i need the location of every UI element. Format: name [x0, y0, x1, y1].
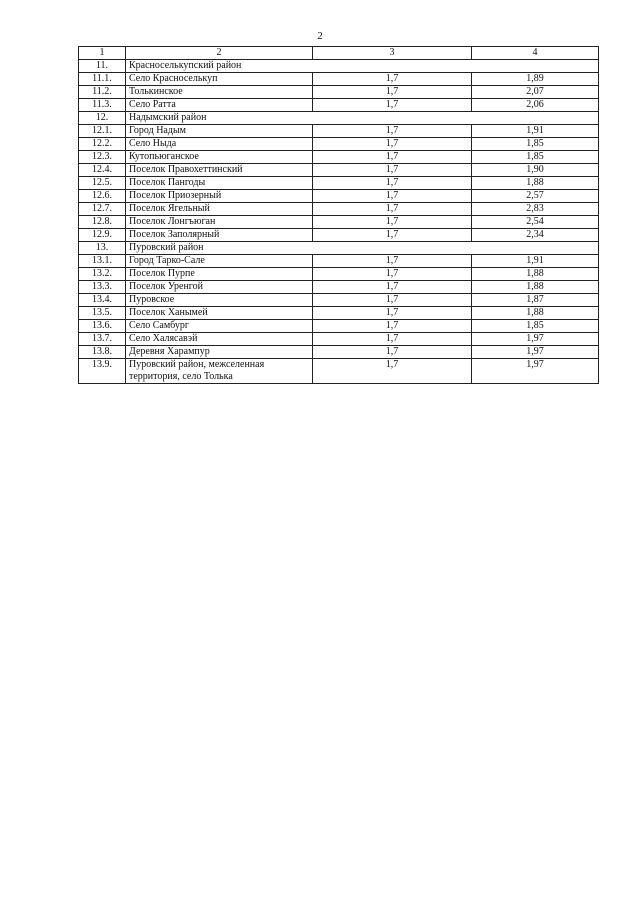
coefficient-col4-cell: 1,90: [472, 164, 599, 177]
table-row: [79, 359, 599, 384]
coefficient-col4-cell: 1,97: [472, 359, 599, 384]
coefficient-col3-cell: 1,7: [313, 86, 472, 99]
coefficient-col4-cell: 1,88: [472, 281, 599, 294]
table-row: [79, 333, 599, 346]
coefficient-col4-cell: 1,88: [472, 307, 599, 320]
row-number-cell: 13.7.: [79, 333, 126, 346]
row-number-cell: 13.2.: [79, 268, 126, 281]
coefficient-col4-cell: 2,07: [472, 86, 599, 99]
table-row: [79, 307, 599, 320]
coefficient-col3-cell: 1,7: [313, 320, 472, 333]
table-section-row: [79, 242, 599, 255]
settlement-name-cell: Город Надым: [126, 125, 313, 138]
table-row: [79, 190, 599, 203]
settlement-name-cell: Деревня Харампур: [126, 346, 313, 359]
table-section-row: [79, 60, 599, 73]
row-number-cell: 13.4.: [79, 294, 126, 307]
settlement-name-cell: Поселок Пангоды: [126, 177, 313, 190]
coefficient-col3-cell: 1,7: [313, 125, 472, 138]
settlement-name-cell: Толькинское: [126, 86, 313, 99]
column-header: 2: [126, 47, 313, 60]
row-number-cell: 13.5.: [79, 307, 126, 320]
page-number: 2: [317, 30, 323, 42]
table-row: [79, 177, 599, 190]
row-number-cell: 12.4.: [79, 164, 126, 177]
coefficient-col4-cell: 1,89: [472, 73, 599, 86]
coefficient-col3-cell: 1,7: [313, 216, 472, 229]
table-row: [79, 86, 599, 99]
coefficient-col3-cell: 1,7: [313, 203, 472, 216]
row-number-cell: 12.6.: [79, 190, 126, 203]
coefficient-col4-cell: 1,91: [472, 125, 599, 138]
row-number-cell: 13.1.: [79, 255, 126, 268]
settlement-name-cell: Поселок Ягельный: [126, 203, 313, 216]
coefficient-col4-cell: 1,88: [472, 177, 599, 190]
settlement-name-cell: Поселок Пурпе: [126, 268, 313, 281]
coefficient-col3-cell: 1,7: [313, 138, 472, 151]
table-row: [79, 73, 599, 86]
table-section-row: [79, 112, 599, 125]
row-number-cell: 12.1.: [79, 125, 126, 138]
row-number-cell: 11.: [79, 60, 126, 73]
table-header-row: [79, 47, 599, 60]
settlement-name-cell: Село Самбург: [126, 320, 313, 333]
table-row: [79, 125, 599, 138]
table-row: [79, 203, 599, 216]
table-row: [79, 320, 599, 333]
table-row: [79, 346, 599, 359]
table-row: [79, 99, 599, 112]
coefficient-col4-cell: 1,85: [472, 138, 599, 151]
settlement-name-cell: Пуровское: [126, 294, 313, 307]
coefficient-col3-cell: 1,7: [313, 190, 472, 203]
coefficient-col4-cell: 1,85: [472, 151, 599, 164]
coefficient-col3-cell: 1,7: [313, 255, 472, 268]
row-number-cell: 12.8.: [79, 216, 126, 229]
settlement-name-cell: Поселок Приозерный: [126, 190, 313, 203]
settlement-name-cell: Поселок Уренгой: [126, 281, 313, 294]
coefficient-col3-cell: 1,7: [313, 164, 472, 177]
settlement-name-cell: Поселок Ханымей: [126, 307, 313, 320]
table-row: [79, 294, 599, 307]
coefficient-col3-cell: 1,7: [313, 99, 472, 112]
table-row: [79, 268, 599, 281]
row-number-cell: 11.3.: [79, 99, 126, 112]
table-row: [79, 138, 599, 151]
settlement-name-cell: Село Ратта: [126, 99, 313, 112]
coefficient-col3-cell: 1,7: [313, 281, 472, 294]
coefficient-col4-cell: 2,83: [472, 203, 599, 216]
settlement-name-cell: Село Ныда: [126, 138, 313, 151]
coefficient-col4-cell: 1,87: [472, 294, 599, 307]
row-number-cell: 11.2.: [79, 86, 126, 99]
row-number-cell: 12.7.: [79, 203, 126, 216]
table-row: [79, 281, 599, 294]
coefficient-col4-cell: 1,91: [472, 255, 599, 268]
settlement-name-cell: Поселок Правохеттинский: [126, 164, 313, 177]
section-name-cell: Красноселькупский район: [126, 60, 599, 73]
coefficient-col4-cell: 2,34: [472, 229, 599, 242]
row-number-cell: 13.9.: [79, 359, 126, 384]
table-row: [79, 216, 599, 229]
coefficient-col4-cell: 1,97: [472, 333, 599, 346]
table-row: [79, 255, 599, 268]
row-number-cell: 12.5.: [79, 177, 126, 190]
table-row: [79, 229, 599, 242]
column-header: 3: [313, 47, 472, 60]
settlement-name-cell: Город Тарко-Сале: [126, 255, 313, 268]
row-number-cell: 13.3.: [79, 281, 126, 294]
coefficient-col3-cell: 1,7: [313, 177, 472, 190]
settlement-name-cell: Поселок Заполярный: [126, 229, 313, 242]
coefficient-col3-cell: 1,7: [313, 307, 472, 320]
coefficient-col4-cell: 1,97: [472, 346, 599, 359]
row-number-cell: 12.: [79, 112, 126, 125]
settlement-name-cell: Пуровский район, межселенная территория, село Толька: [126, 359, 313, 384]
coefficient-col3-cell: 1,7: [313, 294, 472, 307]
row-number-cell: 12.3.: [79, 151, 126, 164]
row-number-cell: 13.8.: [79, 346, 126, 359]
coefficient-col3-cell: 1,7: [313, 333, 472, 346]
section-name-cell: Пуровский район: [126, 242, 599, 255]
row-number-cell: 12.2.: [79, 138, 126, 151]
coefficient-col4-cell: 2,06: [472, 99, 599, 112]
settlement-name-cell: Кутопьюганское: [126, 151, 313, 164]
row-number-cell: 12.9.: [79, 229, 126, 242]
row-number-cell: 11.1.: [79, 73, 126, 86]
row-number-cell: 13.6.: [79, 320, 126, 333]
data-table: [78, 46, 599, 384]
settlement-name-cell: Поселок Лонгъюган: [126, 216, 313, 229]
row-number-cell: 13.: [79, 242, 126, 255]
table-row: [79, 164, 599, 177]
coefficient-col3-cell: 1,7: [313, 268, 472, 281]
table-row: [79, 151, 599, 164]
section-name-cell: Надымский район: [126, 112, 599, 125]
coefficient-col4-cell: 1,85: [472, 320, 599, 333]
coefficient-col3-cell: 1,7: [313, 73, 472, 86]
coefficient-col4-cell: 2,57: [472, 190, 599, 203]
table-body: [79, 60, 599, 384]
coefficient-col3-cell: 1,7: [313, 346, 472, 359]
coefficient-col3-cell: 1,7: [313, 229, 472, 242]
column-header: 4: [472, 47, 599, 60]
coefficient-col3-cell: 1,7: [313, 151, 472, 164]
coefficient-col4-cell: 1,88: [472, 268, 599, 281]
column-header: 1: [79, 47, 126, 60]
coefficient-col3-cell: 1,7: [313, 359, 472, 384]
settlement-name-cell: Село Красноселькуп: [126, 73, 313, 86]
settlement-name-cell: Село Халясавэй: [126, 333, 313, 346]
coefficient-col4-cell: 2,54: [472, 216, 599, 229]
